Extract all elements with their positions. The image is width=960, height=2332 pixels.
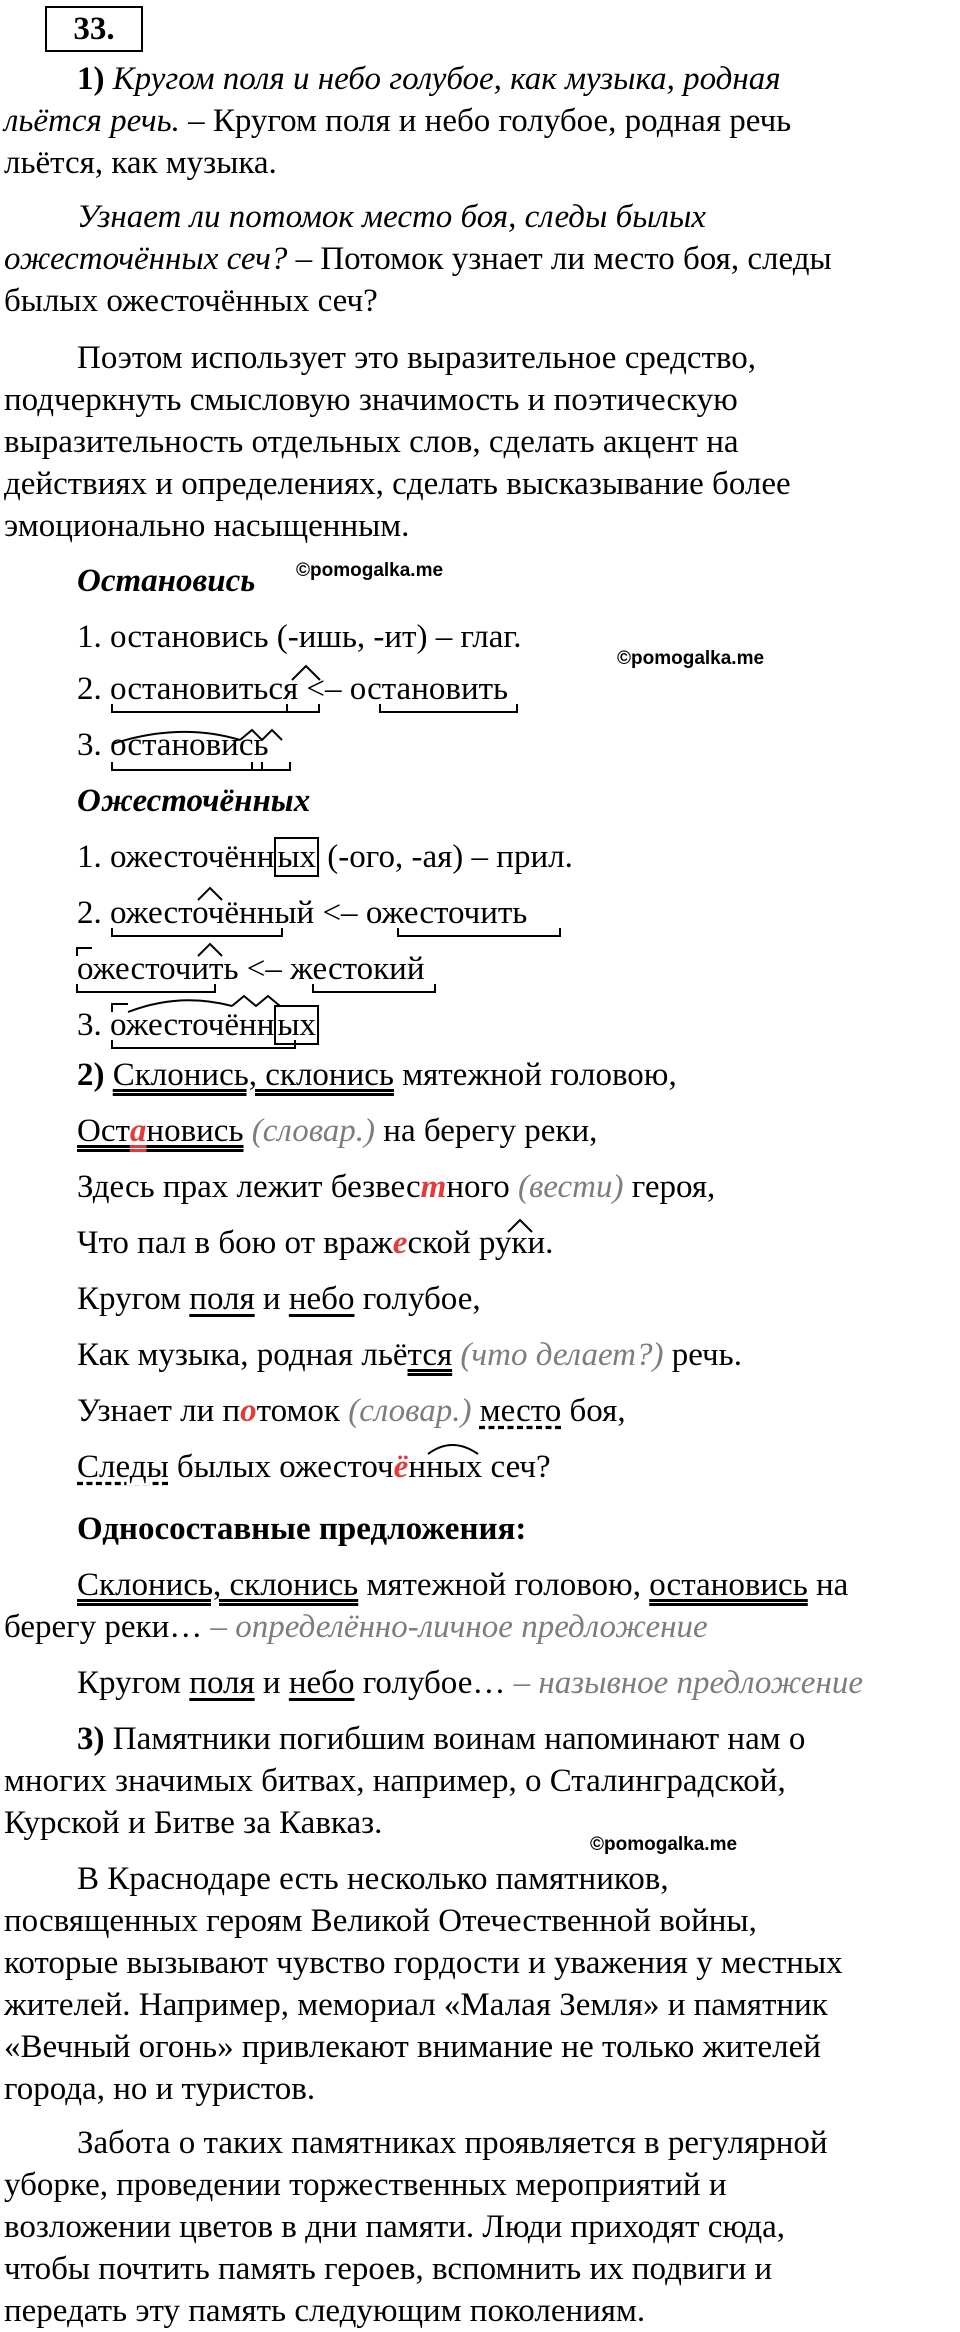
- part1-para-2: подчеркнуть смысловую значимость и поэтическую: [4, 382, 738, 418]
- part3-p2-line-5: «Вечный огонь» привлекают внимание не только жителей: [4, 2029, 821, 2065]
- word2-line-1: 1. ожесточённых (-ого, -ая) – прил.: [77, 839, 573, 875]
- part1-para-3: выразительность отдельных слов, сделать акцент на: [4, 424, 739, 460]
- part1-line-1: 1) Кругом поля и небо голубое, как музыка, родная: [77, 61, 781, 97]
- part3-p2-line-1: В Краснодаре есть несколько памятников,: [77, 1861, 669, 1897]
- poem-line-5: Кругом поля и небо голубое,: [77, 1281, 481, 1317]
- ending-box-2: ых: [274, 1005, 319, 1045]
- part2-heading: Односоставные предложения:: [77, 1511, 527, 1547]
- part3-p3-line-1: Забота о таких памятниках проявляется в регулярной: [77, 2125, 828, 2161]
- part1-line-3: льётся, как музыка.: [4, 145, 277, 181]
- poem-line-6: Как музыка, родная льётся (что делает?) речь.: [77, 1337, 742, 1373]
- poem-line-2: Остановись (словар.) на берегу реки,: [77, 1113, 598, 1149]
- part2-example-1a: Склонись, склонись мятежной головою, остановись на: [77, 1567, 849, 1603]
- part3-p3-line-3: возложении цветов в дни памяти. Люди приходят сюда,: [4, 2209, 786, 2245]
- poem-line-1: 2) Склонись, склонись мятежной головою,: [77, 1057, 677, 1093]
- part1-line-6: былых ожесточённых сеч?: [4, 283, 378, 319]
- part2-example-1b: берегу реки… – определённо-личное предложение: [4, 1609, 708, 1645]
- word1-base: остановить: [349, 671, 509, 707]
- part3-p2-line-6: города, но и туристов.: [4, 2071, 316, 2107]
- part3-p2-line-4: жителей. Например, мемориал «Малая Земля» и памятник: [4, 1987, 828, 2023]
- exercise-number: 33.: [45, 6, 143, 52]
- word2-line-3: ожесточить <– жестокий: [77, 951, 425, 987]
- word1-line-2: 2. остановиться <– остановить: [77, 671, 509, 707]
- watermark-1: ©pomogalka.me: [296, 560, 444, 581]
- part1-para-1: Поэтом использует это выразительное средство,: [77, 340, 757, 376]
- part3-p1-line-3: Курской и Битве за Кавказ.: [4, 1805, 383, 1841]
- suffix-arc: [428, 1445, 478, 1454]
- part1-line-4: Узнает ли потомок место боя, следы былых: [77, 199, 706, 235]
- part1-para-4: действиях и определениях, сделать высказывание более: [4, 466, 791, 502]
- part2-label: 2): [77, 1057, 105, 1093]
- poem-line-3: Здесь прах лежит безвестного (вести) героя,: [77, 1169, 716, 1205]
- part3-p1-line-1: 3) Памятники погибшим воинам напоминают нам о: [77, 1721, 806, 1757]
- word1-heading: Остановись: [77, 563, 256, 599]
- part2-example-2: Кругом поля и небо голубое… – назывное предложение: [77, 1665, 863, 1701]
- part1-label: 1): [77, 61, 105, 97]
- watermark-3: ©pomogalka.me: [590, 1834, 738, 1855]
- ending-box: ых: [274, 837, 319, 877]
- word1-line-1: 1. остановись (-ишь, -ит) – глаг.: [77, 619, 522, 655]
- word2-line-4: 3. ожесточённых: [77, 1004, 319, 1046]
- part1-para-5: эмоционально насыщенным.: [4, 508, 410, 544]
- poem-line-8: Следы былых ожесточённых сеч?: [77, 1449, 551, 1485]
- part3-p3-line-2: уборке, проведении торжественных мероприятий и: [4, 2167, 727, 2203]
- poem-line-4: Что пал в бою от вражеской руки.: [77, 1225, 554, 1261]
- part3-p1-line-2: многих значимых битвах, например, о Сталинградской,: [4, 1763, 786, 1799]
- poem-line-7: Узнает ли потомок (словар.) место боя,: [77, 1393, 626, 1429]
- word2-line-2: 2. ожесточённый <– ожесточить: [77, 895, 528, 931]
- part1-line-2: льётся речь. – Кругом поля и небо голубое, родная речь: [4, 103, 792, 139]
- part3-p3-line-5: передать эту память следующим поколениям.: [4, 2293, 646, 2329]
- suffix-mark-4: [508, 1220, 532, 1232]
- word2-heading: Ожесточённых: [77, 783, 311, 819]
- part3-p2-line-3: которые вызывают чувство гордости и уважения у местных: [4, 1945, 843, 1981]
- word1-derived: остановиться: [110, 671, 299, 707]
- part3-label: 3): [77, 1721, 105, 1757]
- watermark-2: ©pomogalka.me: [617, 648, 765, 669]
- part3-p2-line-2: посвященных героям Великой Отечественной войны,: [4, 1903, 757, 1939]
- part1-line-5: ожесточённых сеч? – Потомок узнает ли место боя, следы: [4, 241, 832, 277]
- part3-p3-line-4: чтобы почтить память героев, вспомнить их подвиги и: [4, 2251, 773, 2287]
- word1-line-3: 3. остановись: [77, 727, 269, 763]
